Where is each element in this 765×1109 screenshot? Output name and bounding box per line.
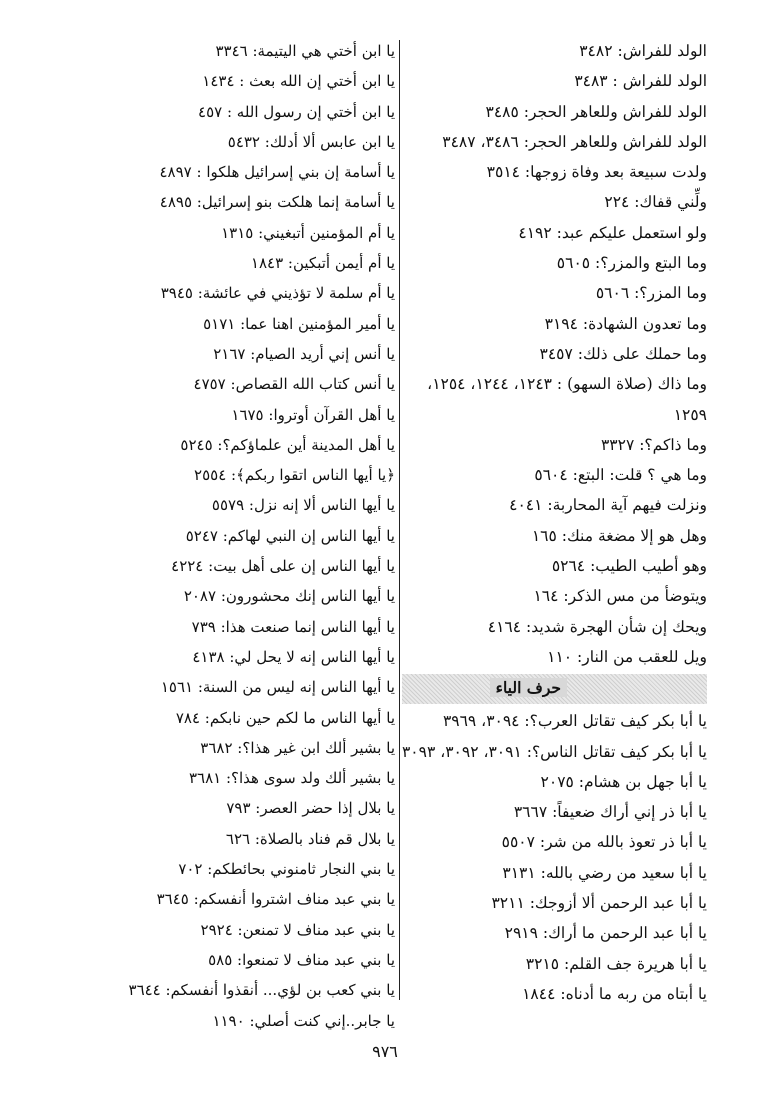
index-entry: وهل هو إلا مضغة منك: ١٦٥ [531, 526, 707, 545]
index-entry: يا أهل القرآن أوتروا: ١٦٧٥ [231, 405, 395, 424]
index-entry: يا بني النجار ثامنوني بحائطكم: ٧٠٢ [178, 860, 395, 879]
index-entry: وهو أطيب الطيب: ٥٢٦٤ [551, 557, 707, 576]
index-entry: يا أيها الناس إنك محشورون: ٢٠٨٧ [183, 587, 395, 606]
index-entry: يا بني عبد مناف لا تمنعن: ٢٩٢٤ [200, 920, 395, 939]
index-entry: الولد للفراش : ٣٤٨٣ [574, 72, 707, 91]
index-entry: يا ابن عابس ألا أدلك: ٥٤٣٢ [227, 132, 395, 151]
index-entry: وما المزر؟: ٥٦٠٦ [595, 284, 707, 303]
index-entry: يا أبا ذر تعوذ بالله من شر: ٥٥٠٧ [501, 833, 707, 852]
index-entry: وما البتع والمزر؟: ٥٦٠٥ [556, 254, 707, 273]
index-entry: الولد للفراش: ٣٤٨٢ [579, 42, 707, 60]
index-entry: يا أسامة إن بني إسرائيل هلكوا : ٤٨٩٧ [159, 163, 395, 182]
index-entry: وما ذاكم؟: ٣٣٢٧ [600, 435, 707, 454]
index-entry: يا أيها الناس إنه لا يحل لي: ٤١٣٨ [192, 647, 395, 666]
index-entry: يا أم سلمة لا تؤذيني في عائشة: ٣٩٤٥ [160, 284, 395, 303]
left-column [95, 36, 395, 1036]
index-entry: يا أبتاه من ربه ما أدناه: ١٨٤٤ [522, 984, 707, 1003]
right-entries-before [402, 36, 707, 672]
section-header-label: حرف الياء [490, 678, 567, 697]
index-entry: يا أبا جهل بن هشام: ٢٠٧٥ [540, 772, 707, 791]
index-entry: يا بشير ألك ولد سوى هذا؟: ٣٦٨١ [188, 769, 395, 788]
index-entry: ولِّني قفاك: ٢٢٤ [604, 193, 707, 212]
index-entry: يا أسامة إنما هلكت بنو إسرائيل: ٤٨٩٥ [159, 193, 395, 212]
index-entry: يا أهل المدينة أين علماؤكم؟: ٥٢٤٥ [180, 435, 395, 454]
index-entry: يا بني كعب بن لؤي... أنقذوا أنفسكم: ٣٦٤٤ [128, 981, 395, 1000]
index-entry: وما هي ؟ قلت: البتع: ٥٦٠٤ [534, 466, 707, 485]
index-entry: يا ابن أختي إن الله بعث : ١٤٣٤ [202, 72, 395, 91]
index-entry: يا أيها الناس إنه ليس من السنة: ١٥٦١ [160, 678, 395, 697]
right-column [402, 36, 707, 1009]
index-entry: يا أبا عبد الرحمن ألا أزوجك: ٣٢١١ [491, 894, 707, 913]
index-entry: يا أبا بكر كيف تقاتل العرب؟: ٣٠٩٤، ٣٩٦٩ [442, 712, 707, 731]
index-entry: ويل للعقب من النار: ١١٠ [547, 647, 707, 666]
index-entry: ولدت سبيعة بعد وفاة زوجها: ٣٥١٤ [486, 163, 707, 182]
index-entry: يا بلال إذا حضر العصر: ٧٩٣ [226, 799, 395, 818]
index-entry: يا أبا هريرة جف القلم: ٣٢١٥ [525, 954, 707, 973]
index-entry: وما حملك على ذلك: ٣٤٥٧ [539, 344, 707, 363]
index-entry: يا بني عبد مناف لا تمنعوا: ٥٨٥ [208, 950, 395, 969]
index-entry: يا أنس كتاب الله القصاص: ٤٧٥٧ [193, 375, 395, 394]
index-entry: ويتوضأ من مس الذكر: ١٦٤ [533, 587, 707, 606]
left-entries [95, 36, 395, 1036]
section-header-ya [402, 674, 707, 704]
index-entry: ولو استعمل عليكم عبد: ٤١٩٢ [518, 223, 707, 242]
index-entry: ﴿يا أيها الناس اتقوا ربكم﴾: ٢٥٥٤ [194, 466, 395, 485]
index-entry: يا أيها الناس إن على أهل بيت: ٤٢٢٤ [171, 557, 395, 576]
index-entry: يا ابن أختي هي اليتيمة: ٣٣٤٦ [215, 42, 395, 60]
index-entry: يا أيها الناس ما لكم حين نابكم: ٧٨٤ [175, 708, 395, 727]
column-divider [399, 40, 400, 1000]
index-entry: الولد للفراش وللعاهر الحجر: ٣٤٨٥ [485, 102, 707, 121]
index-entry: يا أم أيمن أتبكين: ١٨٤٣ [250, 254, 395, 273]
index-entry: يا بني عبد مناف اشتروا أنفسكم: ٣٦٤٥ [156, 890, 395, 909]
index-entry: يا أم المؤمنين أتبغيني: ١٣١٥ [221, 223, 395, 242]
index-entry: يا بلال قم فناد بالصلاة: ٦٢٦ [225, 829, 395, 848]
index-entry: يا أبا سعيد من رضي بالله: ٣١٣١ [502, 863, 707, 882]
index-entry: يا أبا عبد الرحمن ما أراك: ٢٩١٩ [504, 924, 707, 943]
index-entry: الولد للفراش وللعاهر الحجر: ٣٤٨٦، ٣٤٨٧ [442, 132, 707, 151]
index-entry: وما ذاك (صلاة السهو) : ١٢٤٣، ١٢٤٤، ١٢٥٤، ١٢٥٩ [427, 375, 707, 424]
index-entry: يا أبا بكر كيف تقاتل الناس؟: ٣٠٩١، ٣٠٩٢، ٣٠٩٣ [401, 742, 707, 761]
index-entry: وما تعدون الشهادة: ٣١٩٤ [544, 314, 707, 333]
index-entry: يا أنس إني أريد الصيام: ٢١٦٧ [213, 344, 395, 363]
index-entry: يا أبا ذر إني أراك ضعيفاً: ٣٦٦٧ [513, 803, 707, 822]
index-entry: يا ابن أختي إن رسول الله : ٤٥٧ [198, 102, 395, 121]
index-entry: يا أيها الناس ألا إنه نزل: ٥٥٧٩ [211, 496, 395, 515]
index-entry: يا أيها الناس إن النبي لهاكم: ٥٢٤٧ [185, 526, 395, 545]
index-entry: يا بشير ألك ابن غير هذا؟: ٣٦٨٢ [200, 738, 395, 757]
right-entries-after [402, 706, 707, 1009]
index-entry: يا أمير المؤمنين اهنا عما: ٥١٧١ [203, 314, 395, 333]
index-entry: يا أيها الناس إنما صنعت هذا: ٧٣٩ [191, 617, 395, 636]
index-entry: ونزلت فيهم آية المحاربة: ٤٠٤١ [509, 496, 707, 515]
page-number: ٩٧٦ [372, 1042, 398, 1061]
index-entry: ويحك إن شأن الهجرة شديد: ٤١٦٤ [487, 617, 707, 636]
index-entry: يا جابر..إني كنت أصلي: ١١٩٠ [212, 1011, 395, 1030]
